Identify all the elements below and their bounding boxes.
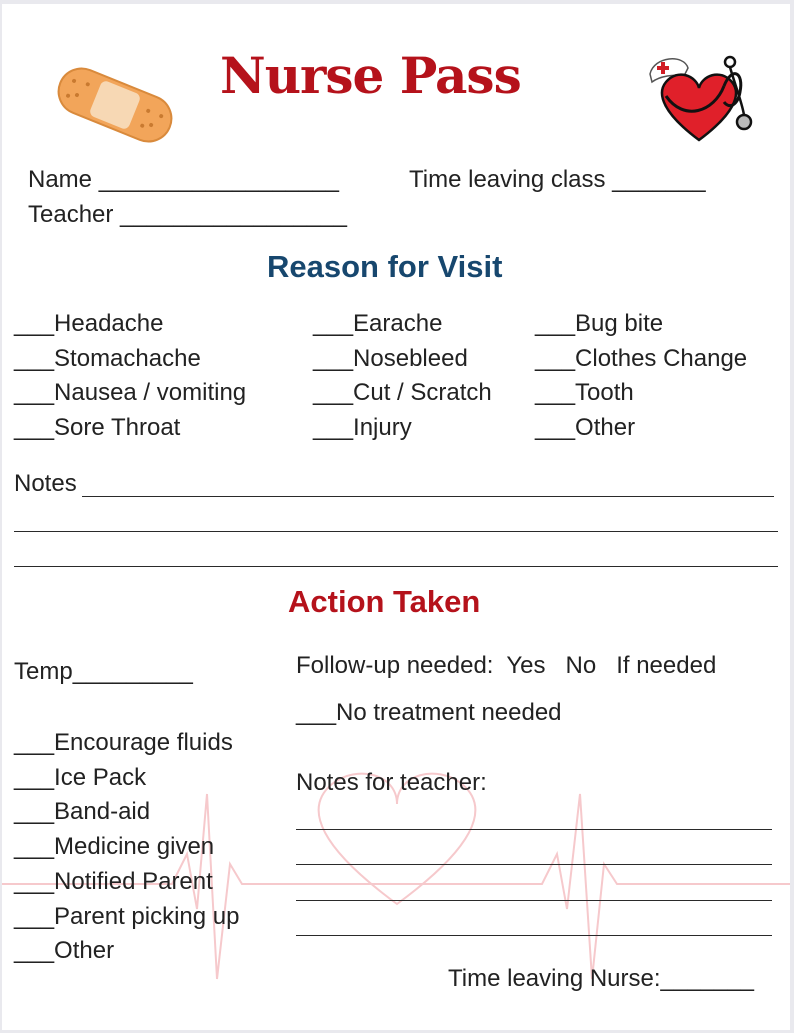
reason-item: ___Cut / Scratch (313, 379, 492, 406)
reason-item: ___Tooth (535, 379, 634, 406)
nurse-pass-form (2, 4, 790, 1030)
page-title: Nurse Pass (220, 46, 521, 105)
teacher-notes-line (296, 900, 772, 901)
action-item: ___Parent picking up (14, 903, 240, 930)
follow-up-needed: Follow-up needed: Yes No If needed (296, 652, 717, 679)
notes-line (82, 496, 774, 497)
reason-item: ___Stomachache (14, 345, 201, 372)
reason-item: ___Clothes Change (535, 345, 748, 372)
action-item: ___Medicine given (14, 833, 215, 860)
action-taken-heading: Action Taken (288, 584, 481, 619)
notes-label: Notes (14, 470, 77, 497)
teacher-notes-line (296, 829, 772, 830)
reason-for-visit-heading: Reason for Visit (267, 249, 503, 284)
bandage-icon (32, 42, 180, 173)
reason-item: ___Earache (313, 310, 443, 337)
action-item: ___Other (14, 937, 115, 964)
reason-item: ___Sore Throat (14, 414, 181, 441)
name-field: Name __________________ (28, 166, 339, 193)
teacher-notes-line (296, 935, 772, 936)
reason-item: ___Headache (14, 310, 164, 337)
reason-item: ___Nosebleed (313, 345, 468, 372)
heart-stethoscope-icon (626, 34, 754, 171)
reason-item: ___Nausea / vomiting (14, 379, 247, 406)
time-leaving-nurse-field: Time leaving Nurse:_______ (448, 965, 754, 992)
teacher-notes-line (296, 864, 772, 865)
no-treatment-needed: ___No treatment needed (296, 699, 562, 726)
reason-item: ___Bug bite (535, 310, 664, 337)
notes-line (14, 531, 778, 532)
teacher-field: Teacher _________________ (28, 201, 347, 228)
temp-field: Temp_________ (14, 658, 193, 685)
action-item: ___Notified Parent (14, 868, 213, 895)
action-item: ___Encourage fluids (14, 729, 233, 756)
reason-item: ___Other (535, 414, 636, 441)
reason-item: ___Injury (313, 414, 412, 441)
time-leaving-class-field: Time leaving class _______ (409, 166, 706, 193)
action-item: ___Band-aid (14, 798, 151, 825)
notes-for-teacher-label: Notes for teacher: (296, 769, 487, 796)
action-item: ___Ice Pack (14, 764, 147, 791)
notes-line (14, 566, 778, 567)
